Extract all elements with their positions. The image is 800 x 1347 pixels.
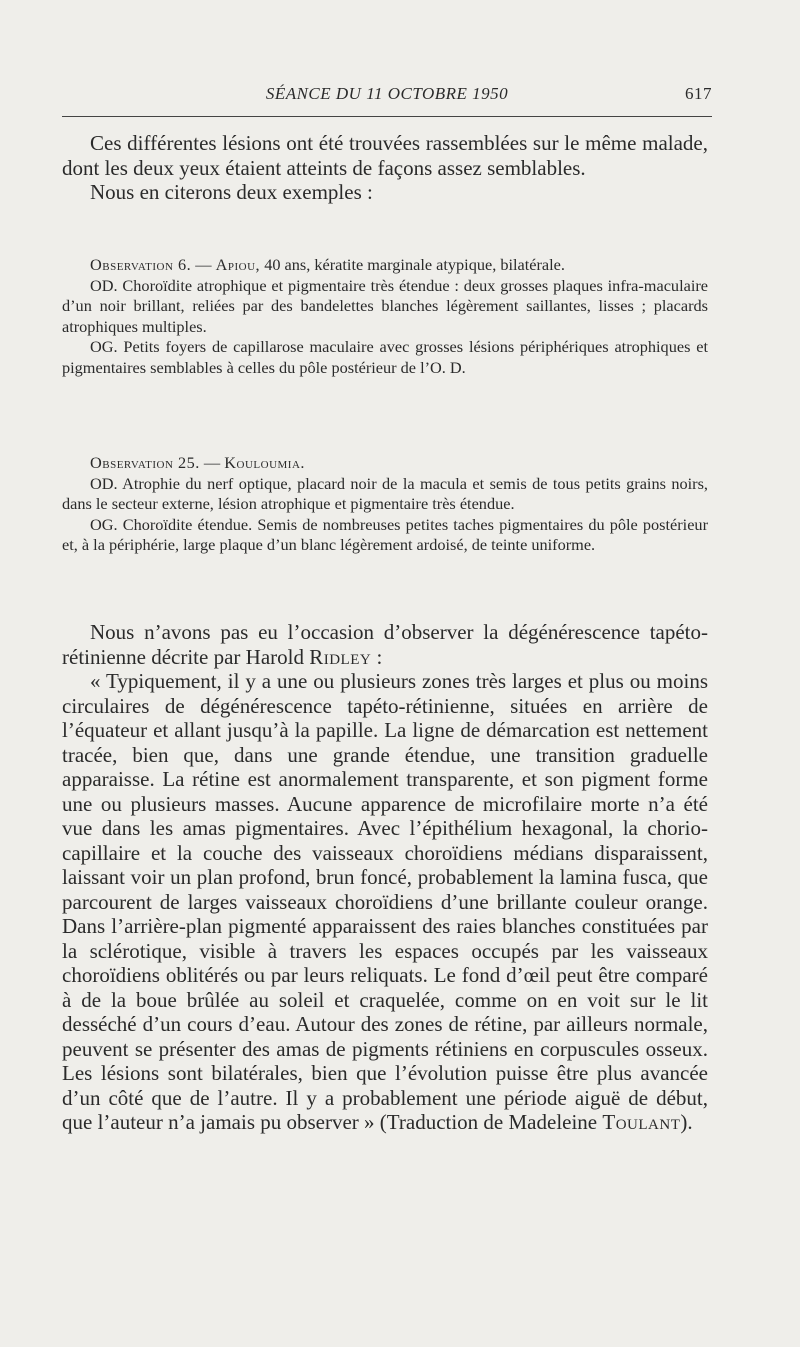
main-section (62, 620, 708, 1135)
observation-6-og: OG. Petits foyers de capillarose maculaire avec grosses lésions périphériques atrophiques et pigmentaires semblables à celles du pôle postérieur de l’O. D. (62, 337, 708, 377)
translator-name: Toulant (602, 1110, 681, 1134)
ridley-quote (62, 669, 708, 1135)
observation-25 (62, 453, 708, 556)
observation-25-heading (62, 453, 708, 474)
ridley-quote-end: ). (680, 1110, 693, 1134)
ridley-intro-end: : (371, 644, 383, 669)
observation-6-heading (62, 255, 708, 276)
observation-6-label: Observation 6. (90, 255, 192, 274)
observation-6-dash: — (191, 255, 216, 274)
observation-25-og: OG. Choroïdite étendue. Semis de nombreuses petites taches pigmentaires du pôle postérieur et, à la périphérie, large plaque d’un blanc légèrement ardoisé, de teinte uniforme. (62, 514, 708, 554)
observation-6-patient: Apiou, (215, 255, 261, 274)
observation-6-od: OD. Choroïdite atrophique et pigmentaire très étendue : deux grosses plaques infra-maculaire d’un noir brillant, reliées par des bandelettes blanches légèrement saillantes, lisses ; placards atrophiques multiples. (62, 275, 708, 336)
ridley-intro-text: Nous n’avons pas eu l’occasion d’observer la dégénérescence tapéto-rétinienne décrite par Harold (62, 620, 708, 669)
running-title: SÉANCE DU 11 OCTOBRE 1950 (265, 84, 509, 103)
intro-section (62, 131, 708, 205)
intro-paragraph: Ces différentes lésions ont été trouvées rassemblées sur le même malade, dont les deux yeux étaient atteints de façons assez semblables. (62, 131, 708, 180)
author-name: Ridley (309, 644, 372, 669)
header-rule (62, 116, 712, 117)
observation-25-od: OD. Atrophie du nerf optique, placard noir de la macula et semis de tous petits grains noirs, dans le secteur externe, lésion atrophique et pigmentaire très étendue. (62, 473, 708, 513)
ridley-intro-paragraph (62, 620, 708, 669)
page-number: 617 (685, 84, 712, 103)
observation-25-patient: Kouloumia. (224, 453, 305, 472)
observation-25-label: Observation 25. (90, 453, 200, 472)
observation-6 (62, 255, 708, 378)
intro-lead-in: Nous en citerons deux exemples : (90, 180, 373, 204)
observation-6-summary: 40 ans, kératite marginale atypique, bilatérale. (260, 255, 565, 274)
observation-25-dash: — (199, 453, 225, 472)
page-header (62, 84, 712, 110)
ridley-quote-text: « Typiquement, il y a une ou plusieurs zones très larges et plus ou moins circulaires de dégénérescence tapéto-rétinienne, situées en arrière de l’équateur et allant jusqu’à la papille. La ligne de démarcation est nettement tracée, bien que, dans une grande étendue, une transition graduelle apparaisse. La rétine est anormalement transparente, et son pigment forme une ou plusieurs masses. Aucune apparence de microfilaire morte n’a été vue dans les amas pigmentaires. Avec l’épithélium hexagonal, la chorio-capillaire et la couche des vaisseaux choroïdiens médians disparaissent, laissant voir un plan profond, brun foncé, probablement la lamina fusca, que parcourent de larges vaisseaux choroïdiens d’une brillante couleur orange. Dans l’arrière-plan pigmenté apparaissent des raies blanches constituées par la sclérotique, visible à travers les espaces occupés par les vaisseaux choroïdiens oblitérés ou par leurs reliquats. Le fond d’œil peut être comparé à de la boue brûlée au soleil et craquelée, comme on en voit sur le lit desséché d’un cours d’eau. Autour des zones de rétine, par ailleurs normale, peuvent se présenter des amas de pigments rétiniens en corpuscules osseux. Les lésions sont bilatérales, bien que l’évolution puisse être plus avancée d’un côté que de l’autre. Il y a probablement une période aiguë de début, que l’auteur n’a jamais pu observer » (Traduction de Madeleine (62, 669, 708, 1134)
